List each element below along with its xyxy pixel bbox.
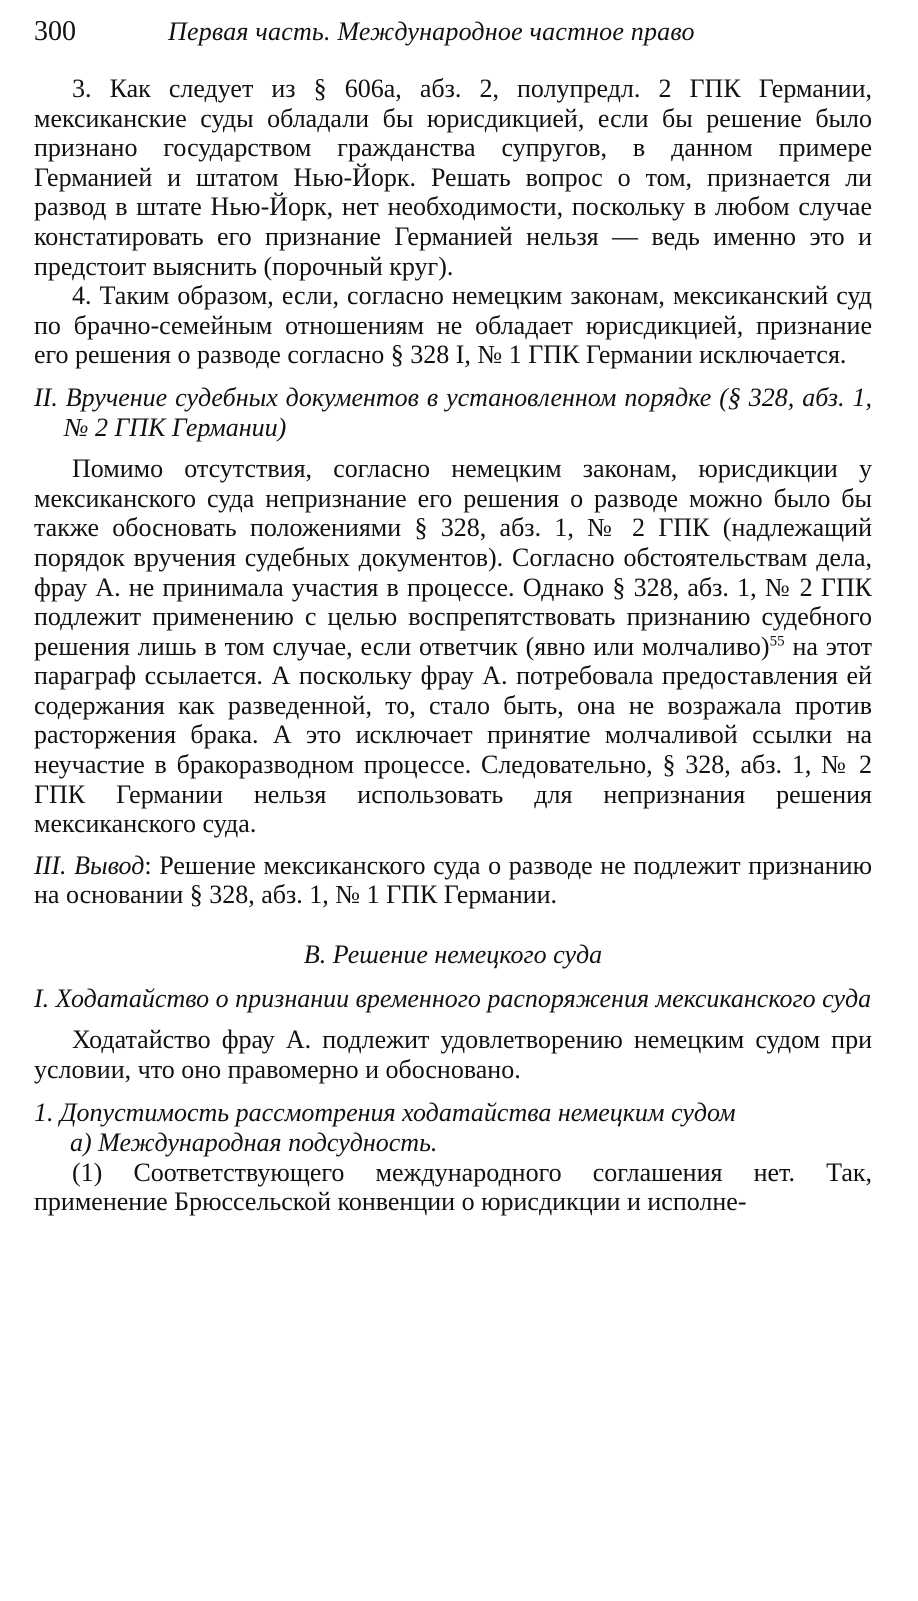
conclusion-text: : Решение мексиканского суда о разводе не подлежит признанию на основании § 328, абз. 1, № 1 ГПК Германии. xyxy=(34,850,873,910)
paragraph-point-4: 4. Таким образом, если, согласно немецким законам, мексиканский суд по брачно-семейным отношениям не обладает юрисдикцией, признание его решения о разводе согласно § 328 I, № 1 ГПК Германии исключается. xyxy=(34,281,872,370)
paragraph-conclusion xyxy=(34,851,872,910)
paragraph-international-jurisdiction: (1) Соответствующего международного соглашения нет. Так, применение Брюссельской конвенции о юрисдикции и исполне- xyxy=(34,1157,872,1217)
running-header xyxy=(34,16,872,60)
book-page xyxy=(34,16,872,1217)
paragraph-text-part-1: Помимо отсутствия, согласно немецким законам, юрисдикции у мексиканского суда непризнание его решения о разводе можно было бы также обосновать положениями § 328, абз. 1, № 2 ГПК (надлежащий порядок вручения судебных документов). Согласно обстоятельствам дела, фрау А. не принимала участия в процессе. Однако § 328, абз. 1, № 2 ГПК подлежит применению с целью воспрепятствовать признанию судебного решения лишь в том случае, если ответчик (явно или молчаливо) xyxy=(34,454,872,661)
paragraph-text-part-2: на этот параграф ссылается. А поскольку фрау А. потребовала предоставления ей содержания как разведенной, то, стало быть, она не возражала против расторжения брака. А это исключает принятие молчаливой ссылки на неучастие в бракоразводном процессе. Следовательно, § 328, абз. 1, № 2 ГПК Германии нельзя использовать для непризнания решения мексиканского суда. xyxy=(34,631,872,839)
subheading-1a: а) Международная подсудность. xyxy=(70,1128,438,1157)
page-number: 300 xyxy=(34,16,76,47)
footnote-marker: 55 xyxy=(769,633,785,650)
page-body xyxy=(34,74,872,1217)
conclusion-label: III. Вывод xyxy=(34,850,145,880)
section-heading-b: В. Решение немецкого суда xyxy=(303,940,603,970)
running-title: Первая часть. Международное частное право xyxy=(168,17,695,46)
section-heading-1: 1. Допустимость рассмотрения ходатайства немецким судом xyxy=(34,1098,736,1128)
section-heading-ii: II. Вручение судебных документов в установленном порядке (§ 328, абз. 1, № 2 ГПК Германии) xyxy=(34,382,872,442)
paragraph-point-3: 3. Как следует из § 606а, абз. 2, полупредл. 2 ГПК Германии, мексиканские суды обладали бы юрисдикцией, если бы решение было признано государством гражданства супругов, в данном примере Германией и штатом Нью-Йорк. Решать вопрос о том, признается ли развод в штате Нью-Йорк, нет необходимости, поскольку в любом случае констатировать его признание Германией нельзя — ведь именно это и предстоит выяснить (порочный круг). xyxy=(34,74,872,281)
paragraph-service-of-documents xyxy=(34,454,872,839)
paragraph-petition: Ходатайство фрау А. подлежит удовлетворению немецким судом при условии, что оно правомерно и обосновано. xyxy=(34,1025,872,1084)
section-heading-i: I. Ходатайство о признании временного распоряжения мексиканского суда xyxy=(34,983,872,1013)
